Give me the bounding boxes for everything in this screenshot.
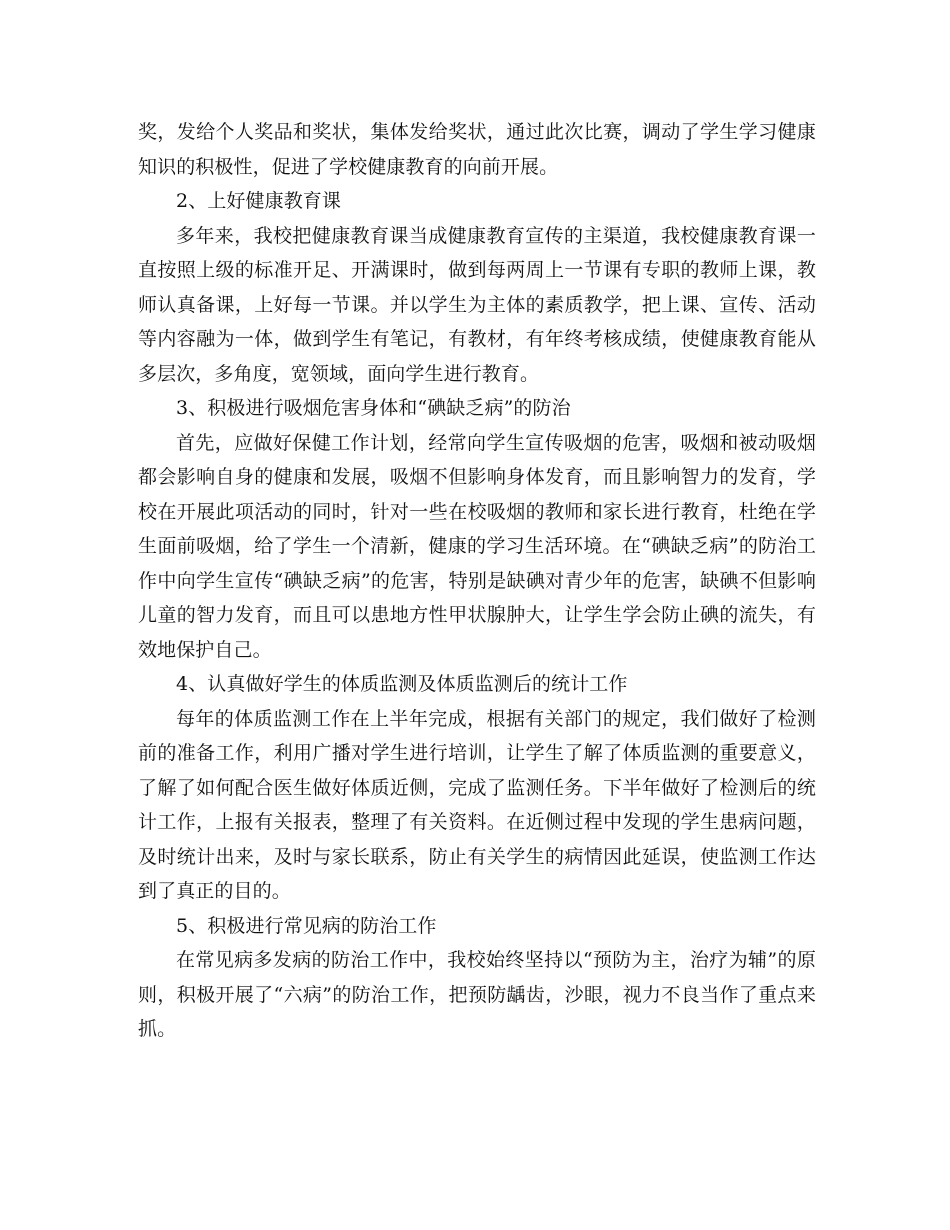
section-heading-2: 2、上好健康教育课 — [176, 190, 341, 212]
document-body — [138, 115, 816, 1047]
paragraph-smoking-iodine: 首先，应做好保健工作计划，经常向学生宣传吸烟的危害，吸烟和被动吸烟都会影响自身的健康和发展，吸烟不但影响身体发育，而且影响智力的发育，学校在开展此项活动的同时，针对一些在校吸烟的教师和家长进行教育，杜绝在学生面前吸烟，给了学生一个清新，健康的学习生活环境。在“碘缺乏病”的防治工作中向学生宣传“碘缺乏病”的危害，特别是缺碘对青少年的危害，缺碘不但影响儿童的智力发育，而且可以患地方性甲状腺肿大，让学生学会防止碘的流失，有效地保护自己。 — [138, 431, 816, 661]
paragraph-physical-monitoring: 每年的体质监测工作在上半年完成，根据有关部门的规定，我们做好了检测前的准备工作，利用广播对学生进行培训，让学生了解了体质监测的重要意义，了解了如何配合医生做好体质近侧，完成了监测任务。下半年做好了检测后的统计工作，上报有关报表，整理了有关资料。在近侧过程中发现的学生患病问题，及时统计出来，及时与家长联系，防止有关学生的病情因此延误，使监测工作达到了真正的目的。 — [138, 707, 816, 902]
paragraph-common-disease: 在常见病多发病的防治工作中，我校始终坚持以“预防为主，治疗为辅”的原则，积极开展了“六病”的防治工作，把预防龋齿，沙眼，视力不良当作了重点来抓。 — [138, 949, 816, 1040]
section-heading-4: 4、认真做好学生的体质监测及体质监测后的统计工作 — [176, 673, 628, 695]
section-heading-3: 3、积极进行吸烟危害身体和“碘缺乏病”的防治 — [176, 397, 571, 419]
paragraph-health-class: 多年来，我校把健康教育课当成健康教育宣传的主渠道，我校健康教育课一直按照上级的标准开足、开满课时，做到每两周上一节课有专职的教师上课，教师认真备课，上好每一节课。并以学生为主体的素质教学，把上课、宣传、活动等内容融为一体，做到学生有笔记，有教材，有年终考核成绩，使健康教育能从多层次，多角度，宽领域，面向学生进行教育。 — [138, 224, 816, 385]
section-heading-5: 5、积极进行常见病的防治工作 — [176, 914, 437, 937]
paragraph-continuation: 奖，发给个人奖品和奖状，集体发给奖状，通过此次比赛，调动了学生学习健康知识的积极性，促进了学校健康教育的向前开展。 — [138, 121, 816, 178]
